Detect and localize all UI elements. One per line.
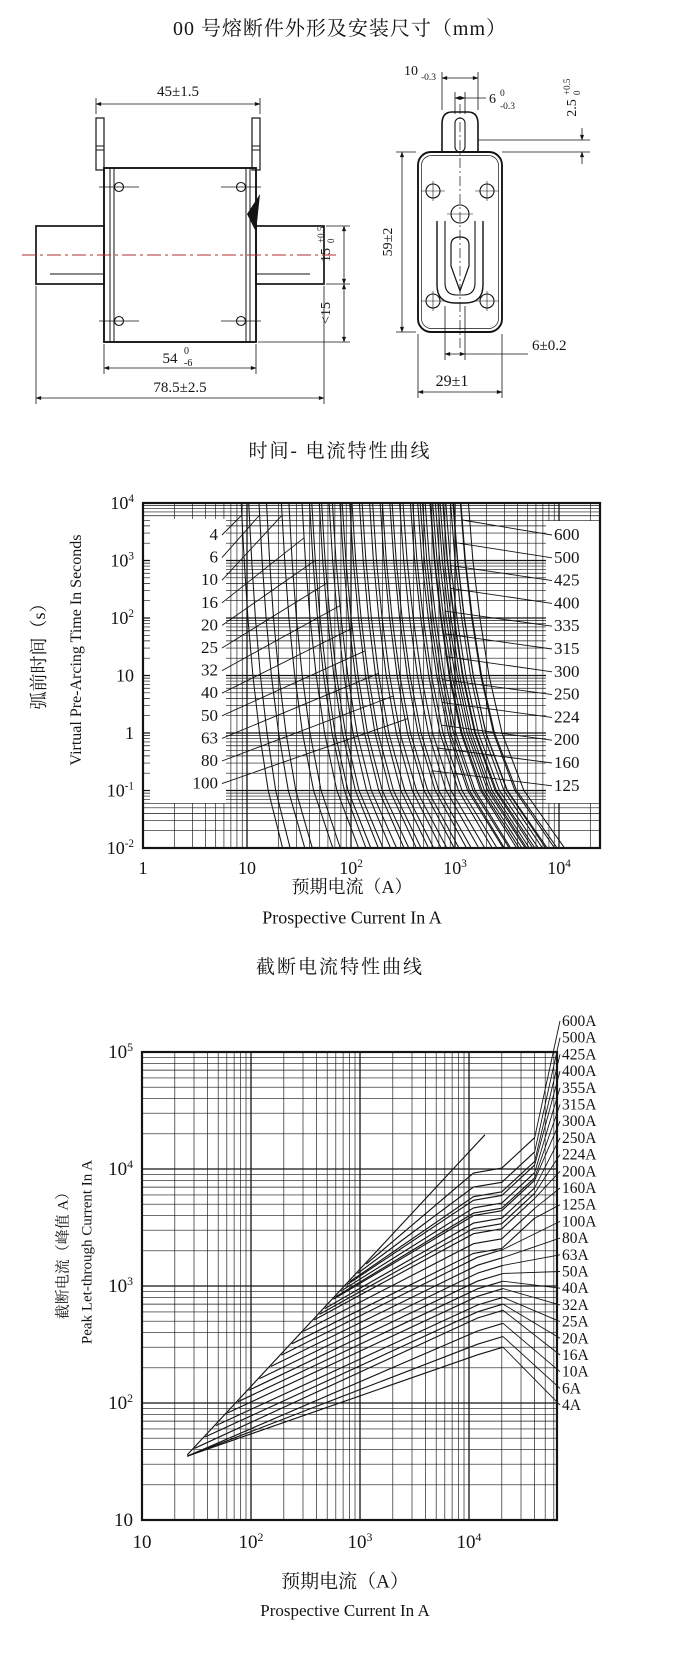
curve-224A — [320, 1193, 535, 1314]
rating-label-left: 100 — [192, 773, 218, 793]
axis-tick: 1 — [138, 858, 148, 878]
svg-text:2.5: 2.5 — [565, 99, 580, 117]
page-title: 00 号熔断件外形及安装尺寸（mm） — [172, 18, 508, 40]
svg-text:-0.3: -0.3 — [500, 102, 516, 112]
rating-label-left: 4 — [209, 525, 218, 544]
rating-label: 300A — [562, 1113, 597, 1131]
rating-label: 16A — [562, 1347, 589, 1364]
dim-slot-offset: 6±0.2 — [532, 338, 567, 354]
rating-label: 200A — [562, 1163, 597, 1181]
curve-16A — [195, 1310, 503, 1448]
dimension-drawings — [0, 40, 680, 430]
rating-label-right: 125 — [554, 775, 580, 795]
axis-tick: 1 — [125, 723, 134, 743]
chart1-ylabel-cn: 弧前时间（s） — [29, 594, 49, 710]
svg-text:59±2: 59±2 — [381, 227, 396, 257]
curve-250A — [325, 1188, 535, 1309]
axis-tick: $10^{-1}$ — [106, 780, 134, 801]
svg-text:0: 0 — [500, 89, 505, 99]
svg-text:-0.3: -0.3 — [421, 73, 437, 83]
dim-width-across-tabs: 45±1.5 — [157, 84, 199, 100]
axis-tick: $10^5$ — [108, 1041, 133, 1063]
chart2-title: 截断电流特性曲线 — [255, 957, 424, 978]
dim-plate-width: 29±1 — [435, 373, 469, 390]
rating-label-right: 315 — [554, 639, 580, 658]
rating-label-right: 335 — [554, 616, 580, 636]
rating-label: 20A — [562, 1330, 589, 1348]
rating-label: 425A — [562, 1046, 597, 1064]
rating-label: 600A — [562, 1013, 597, 1030]
rating-label-left: 20 — [201, 615, 218, 635]
chart1-xlabel-en: Prospective Current In A — [262, 907, 442, 928]
chart1-xlabel-cn: 预期电流（A） — [291, 877, 413, 897]
curve-10A — [187, 1323, 503, 1456]
rating-label: 160A — [562, 1180, 597, 1197]
axis-tick: $10^2$ — [238, 1531, 264, 1553]
rating-label-right: 200 — [554, 730, 580, 750]
axis-tick: $10^4$ — [456, 1531, 482, 1553]
rating-label: 100A — [562, 1213, 597, 1231]
rating-label: 355A — [562, 1079, 597, 1097]
axis-tick: $10^4$ — [110, 493, 134, 513]
fuse-front-view — [22, 84, 350, 404]
dim-tab-width — [404, 64, 436, 83]
chart2-xlabel-en: Prospective Current In A — [260, 1601, 430, 1620]
rating-label-right: 300 — [554, 661, 580, 681]
rating-label-right: 500 — [554, 547, 580, 567]
rating-label: 10A — [562, 1363, 589, 1381]
axis-tick: $10^4$ — [547, 858, 571, 878]
svg-text:<15: <15 — [319, 302, 334, 324]
axis-tick: $10^3$ — [443, 858, 467, 878]
rating-label: 25A — [562, 1313, 589, 1331]
curve-63A — [260, 1265, 504, 1378]
rating-label: 315A — [562, 1096, 597, 1114]
axis-tick: $10^2$ — [339, 858, 363, 878]
axis-tick: $10^2$ — [108, 1392, 133, 1414]
chart1-title: 时间- 电流特性曲线 — [248, 441, 432, 462]
rating-label-left: 63 — [201, 728, 218, 748]
svg-text:0: 0 — [572, 90, 582, 95]
axis-tick: $10^4$ — [108, 1158, 133, 1180]
rating-label-right: 250 — [554, 684, 580, 704]
cutoff-curves — [187, 1135, 534, 1456]
rating-label-right: 400 — [554, 593, 580, 613]
svg-text:0: 0 — [326, 238, 336, 243]
rating-label-left: 50 — [201, 705, 218, 725]
rating-label-right: 224 — [554, 707, 580, 727]
fuse-side-view — [381, 64, 590, 398]
dim-body-width — [163, 346, 193, 369]
rating-label: 224A — [562, 1146, 597, 1164]
rivets — [99, 183, 261, 326]
svg-text:10: 10 — [404, 64, 418, 79]
rating-label: 50A — [562, 1263, 589, 1281]
rating-label: 32A — [562, 1296, 589, 1314]
chart2-xlabel-cn: 预期电流（A） — [281, 1571, 409, 1593]
svg-text:-6: -6 — [184, 358, 193, 369]
rating-label-right: 160 — [554, 753, 580, 772]
rating-label: 400A — [562, 1063, 597, 1081]
axis-tick: $10^3$ — [110, 550, 134, 571]
dim-depth-max — [319, 302, 334, 324]
svg-text:0: 0 — [184, 346, 189, 357]
chart2-ylabel-en: Peak Let-through Current In A — [79, 1159, 96, 1345]
svg-text:54: 54 — [162, 351, 178, 367]
rating-label: 500A — [562, 1029, 597, 1047]
rating-label-left: 80 — [201, 751, 218, 770]
svg-text:+0.5: +0.5 — [562, 78, 572, 95]
rating-label: 250A — [562, 1129, 597, 1147]
axis-tick: 10 — [116, 665, 134, 686]
axis-tick: $10^2$ — [110, 608, 134, 628]
rating-label-left: 6 — [209, 547, 218, 567]
dim-plate-height — [381, 228, 396, 257]
axis-tick: $10^3$ — [347, 1531, 373, 1553]
axis-tick: 10 — [132, 1532, 152, 1553]
curve-4A — [187, 1347, 503, 1456]
axis-tick: $10^{-2}$ — [106, 838, 134, 858]
axis-tick: 10 — [238, 858, 256, 878]
rating-label-left: 40 — [201, 683, 218, 703]
chart1-ylabel-en: Virtual Pre-Arcing Time In Seconds — [68, 534, 85, 766]
rating-label: 6A — [562, 1380, 581, 1398]
rating-label: 40A — [562, 1280, 589, 1298]
rating-label-left: 10 — [201, 570, 218, 590]
rating-label-right: 425 — [554, 570, 580, 590]
rating-label-left: 25 — [201, 638, 218, 657]
rating-label: 80A — [562, 1230, 589, 1248]
rating-label-right: 600 — [554, 525, 580, 544]
cutoff-current-chart — [0, 980, 680, 1640]
dim-blade-width — [316, 226, 336, 262]
rating-labels — [562, 1013, 597, 1414]
rating-label: 63A — [562, 1246, 589, 1264]
axis-tick: 10 — [114, 1510, 133, 1531]
curve-100A — [281, 1250, 503, 1356]
chart2-ylabel-cn: 截断电流（峰值 A） — [55, 1184, 72, 1320]
dim-tab-step — [562, 78, 582, 117]
svg-text:15: 15 — [319, 248, 334, 262]
curve-40A — [238, 1281, 503, 1402]
axis-tick: $10^3$ — [108, 1275, 133, 1297]
dim-slot-width — [489, 89, 515, 112]
rating-label-left: 32 — [201, 660, 218, 680]
svg-text:6: 6 — [489, 92, 496, 107]
svg-text:+0.5: +0.5 — [316, 226, 326, 243]
dim-overall-length: 78.5±2.5 — [153, 380, 207, 396]
rating-label: 4A — [562, 1397, 581, 1415]
rating-label: 125A — [562, 1196, 597, 1214]
rating-label-left: 16 — [201, 592, 218, 612]
